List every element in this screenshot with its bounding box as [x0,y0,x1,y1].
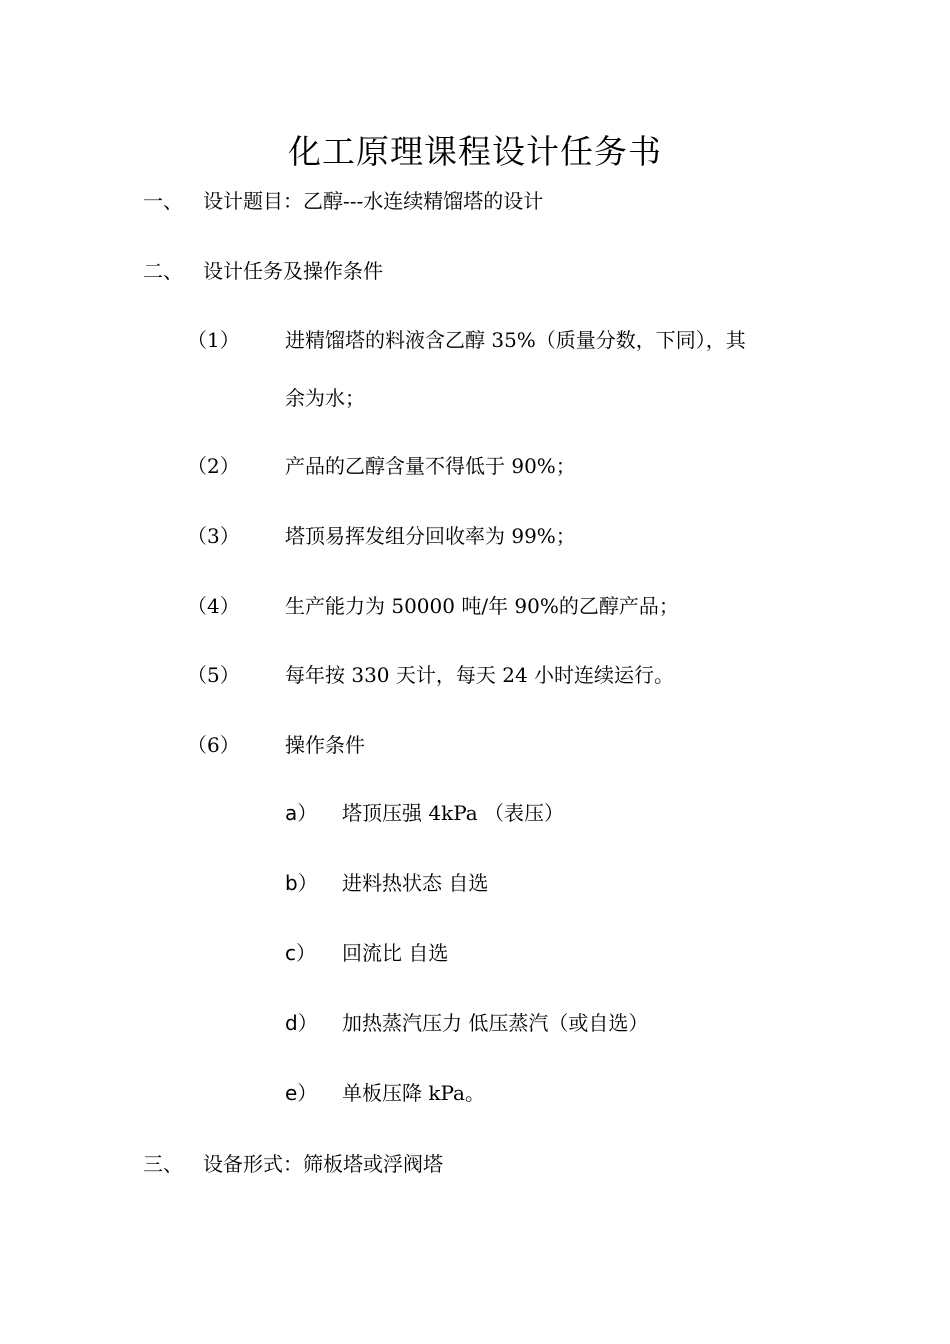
item-3-marker: （3） [187,524,240,548]
item-4-text: 生产能力为 50000 吨/年 90%的乙醇产品； [285,594,679,618]
sub-item-c-marker: c） [285,941,316,965]
sub-item-d-marker: d） [285,1011,318,1035]
section-2-heading: 设计任务及操作条件 [203,259,383,283]
sub-item-b-text: 进料热状态 自选 [342,871,489,895]
sub-item-e-text: 单板压降 kPa。 [342,1081,485,1105]
item-4-marker: （4） [187,594,240,618]
item-2-text: 产品的乙醇含量不得低于 90%； [285,454,576,478]
item-1-marker: （1） [187,328,240,352]
section-3-marker: 三、 [143,1152,183,1176]
sub-item-a-text: 塔顶压强 4kPa （表压） [342,801,565,825]
item-1-continuation: 余为水； [285,386,365,410]
section-3-heading: 设备形式：筛板塔或浮阀塔 [203,1152,443,1176]
item-3-text: 塔顶易挥发组分回收率为 99%； [285,524,576,548]
item-5-text: 每年按 330 天计，每天 24 小时连续运行。 [285,663,675,687]
section-1-marker: 一、 [143,189,183,213]
item-5-marker: （5） [187,663,240,687]
document-title: 化工原理课程设计任务书 [288,132,662,171]
section-2-marker: 二、 [143,259,183,283]
sub-item-a-marker: a） [285,801,318,825]
sub-item-c-text: 回流比 自选 [342,941,449,965]
item-1-text: 进精馏塔的料液含乙醇 35%（质量分数，下同），其 [285,328,746,352]
item-2-marker: （2） [187,454,240,478]
sub-item-d-text: 加热蒸汽压力 低压蒸汽（或自选） [342,1011,649,1035]
item-6-text: 操作条件 [285,733,365,757]
item-6-marker: （6） [187,733,240,757]
sub-item-b-marker: b） [285,871,318,895]
sub-item-e-marker: e） [285,1081,318,1105]
section-1-heading: 设计题目：乙醇---水连续精馏塔的设计 [203,189,544,213]
